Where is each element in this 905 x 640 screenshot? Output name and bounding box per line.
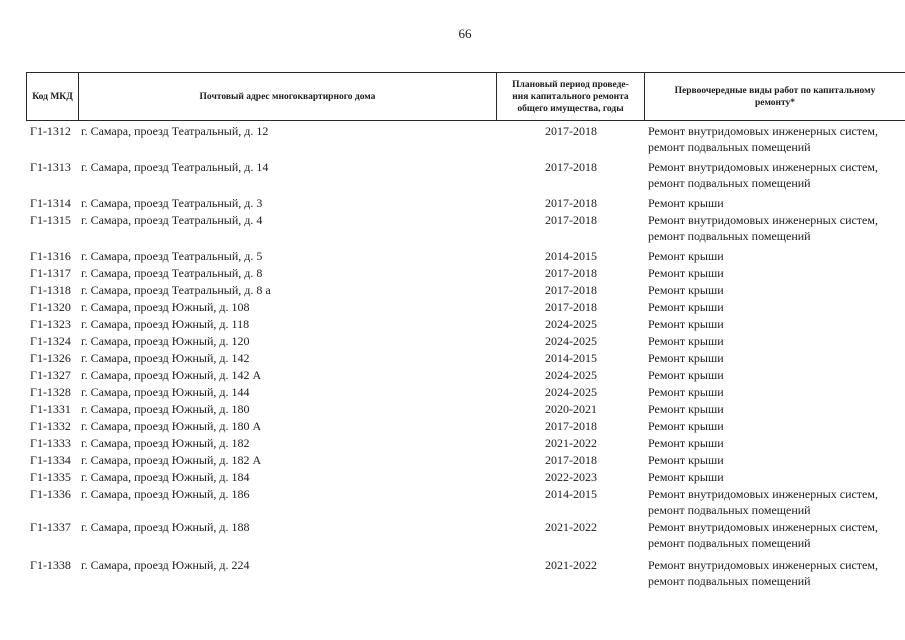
header-works-line: Первоочередные виды работ по капитальному bbox=[674, 85, 876, 96]
row-period: 2017-2018 bbox=[545, 124, 597, 138]
row-works bbox=[648, 195, 905, 211]
row-works-line: Ремонт крыши bbox=[648, 385, 724, 399]
row-works-line: ремонт подвальных помещений bbox=[648, 536, 811, 550]
row-period: 2021-2022 bbox=[545, 558, 597, 572]
row-works-line: Ремонт крыши bbox=[648, 249, 724, 263]
row-code: Г1-1338 bbox=[30, 558, 71, 572]
row-period: 2017-2018 bbox=[545, 213, 597, 227]
row-period: 2014-2015 bbox=[545, 249, 597, 263]
row-works bbox=[648, 299, 905, 315]
row-address: г. Самара, проезд Южный, д. 224 bbox=[81, 558, 250, 572]
row-works-line: Ремонт крыши bbox=[648, 334, 724, 348]
row-works bbox=[648, 469, 905, 485]
row-code: Г1-1334 bbox=[30, 453, 71, 467]
row-works-line: ремонт подвальных помещений bbox=[648, 140, 811, 154]
row-code: Г1-1335 bbox=[30, 470, 71, 484]
header-works-line: ремонту* bbox=[754, 97, 796, 108]
row-address: г. Самара, проезд Театральный, д. 14 bbox=[81, 160, 269, 174]
row-works bbox=[648, 367, 905, 383]
row-period: 2021-2022 bbox=[545, 520, 597, 534]
row-works-line: Ремонт крыши bbox=[648, 266, 724, 280]
row-period: 2024-2025 bbox=[545, 368, 597, 382]
row-works bbox=[648, 350, 905, 366]
row-period: 2021-2022 bbox=[545, 436, 597, 450]
row-address: г. Самара, проезд Южный, д. 142 bbox=[81, 351, 250, 365]
row-address: г. Самара, проезд Южный, д. 184 bbox=[81, 470, 250, 484]
row-works bbox=[648, 557, 905, 589]
table-row bbox=[26, 557, 905, 590]
row-works-line: Ремонт крыши bbox=[648, 317, 724, 331]
row-code: Г1-1323 bbox=[30, 317, 71, 331]
row-works-line: Ремонт внутридомовых инженерных систем, bbox=[648, 124, 878, 138]
table-row bbox=[26, 469, 905, 486]
row-works bbox=[648, 282, 905, 298]
header-works bbox=[645, 73, 905, 120]
row-code: Г1-1324 bbox=[30, 334, 71, 348]
row-address: г. Самара, проезд Южный, д. 108 bbox=[81, 300, 250, 314]
header-code-label: Код МКД bbox=[32, 91, 73, 102]
row-code: Г1-1316 bbox=[30, 249, 71, 263]
row-period: 2017-2018 bbox=[545, 196, 597, 210]
row-works-line: ремонт подвальных помещений bbox=[648, 176, 811, 190]
row-works bbox=[648, 435, 905, 451]
row-code: Г1-1333 bbox=[30, 436, 71, 450]
row-code: Г1-1314 bbox=[30, 196, 71, 210]
row-code: Г1-1326 bbox=[30, 351, 71, 365]
row-period: 2014-2015 bbox=[545, 351, 597, 365]
row-works-line: Ремонт крыши bbox=[648, 351, 724, 365]
table-row bbox=[26, 265, 905, 282]
table-row bbox=[26, 418, 905, 435]
capital-repair-table bbox=[26, 72, 905, 590]
row-address: г. Самара, проезд Театральный, д. 12 bbox=[81, 124, 269, 138]
table-row bbox=[26, 159, 905, 195]
table-row bbox=[26, 519, 905, 557]
header-code bbox=[26, 73, 79, 120]
table-row bbox=[26, 282, 905, 299]
row-works-line: Ремонт внутридомовых инженерных систем, bbox=[648, 160, 878, 174]
header-address-label: Почтовый адрес многоквартирного дома bbox=[199, 91, 376, 102]
row-address: г. Самара, проезд Южный, д. 180 bbox=[81, 402, 250, 416]
row-period: 2014-2015 bbox=[545, 487, 597, 501]
row-code: Г1-1320 bbox=[30, 300, 71, 314]
row-works bbox=[648, 265, 905, 281]
row-works-line: ремонт подвальных помещений bbox=[648, 229, 811, 243]
row-period: 2017-2018 bbox=[545, 300, 597, 314]
row-works-line: Ремонт крыши bbox=[648, 196, 724, 210]
row-address: г. Самара, проезд Южный, д. 186 bbox=[81, 487, 250, 501]
table-row bbox=[26, 299, 905, 316]
row-works bbox=[648, 212, 905, 244]
row-works bbox=[648, 123, 905, 155]
row-address: г. Самара, проезд Театральный, д. 5 bbox=[81, 249, 263, 263]
row-works-line: Ремонт крыши bbox=[648, 419, 724, 433]
row-works-line: ремонт подвальных помещений bbox=[648, 574, 811, 588]
table-row bbox=[26, 316, 905, 333]
row-address: г. Самара, проезд Южный, д. 120 bbox=[81, 334, 250, 348]
row-works bbox=[648, 384, 905, 400]
table-row bbox=[26, 435, 905, 452]
row-works-line: Ремонт крыши bbox=[648, 402, 724, 416]
row-code: Г1-1336 bbox=[30, 487, 71, 501]
row-works-line: Ремонт крыши bbox=[648, 436, 724, 450]
table-row bbox=[26, 333, 905, 350]
row-code: Г1-1312 bbox=[30, 124, 71, 138]
row-address: г. Самара, проезд Южный, д. 182 bbox=[81, 436, 250, 450]
row-period: 2024-2025 bbox=[545, 334, 597, 348]
row-works bbox=[648, 159, 905, 191]
table-row bbox=[26, 248, 905, 265]
row-address: г. Самара, проезд Южный, д. 188 bbox=[81, 520, 250, 534]
row-works-line: Ремонт внутридомовых инженерных систем, bbox=[648, 520, 878, 534]
table-row bbox=[26, 212, 905, 248]
row-code: Г1-1313 bbox=[30, 160, 71, 174]
row-code: Г1-1328 bbox=[30, 385, 71, 399]
row-works-line: Ремонт крыши bbox=[648, 368, 724, 382]
row-code: Г1-1327 bbox=[30, 368, 71, 382]
table-row bbox=[26, 367, 905, 384]
row-works-line: Ремонт внутридомовых инженерных систем, bbox=[648, 558, 878, 572]
row-address: г. Самара, проезд Южный, д. 142 А bbox=[81, 368, 262, 382]
row-works-line: Ремонт внутридомовых инженерных систем, bbox=[648, 487, 878, 501]
row-code: Г1-1332 bbox=[30, 419, 71, 433]
table-row bbox=[26, 384, 905, 401]
row-works bbox=[648, 452, 905, 468]
row-works bbox=[648, 333, 905, 349]
row-period: 2017-2018 bbox=[545, 283, 597, 297]
row-period: 2017-2018 bbox=[545, 453, 597, 467]
row-works bbox=[648, 519, 905, 551]
page-number: 66 bbox=[458, 26, 472, 41]
row-code: Г1-1331 bbox=[30, 402, 71, 416]
row-works-line: ремонт подвальных помещений bbox=[648, 503, 811, 517]
table-body bbox=[26, 123, 905, 590]
row-period: 2017-2018 bbox=[545, 419, 597, 433]
table-row bbox=[26, 123, 905, 159]
row-address: г. Самара, проезд Театральный, д. 8 а bbox=[81, 283, 271, 297]
table-row bbox=[26, 401, 905, 418]
row-works-line: Ремонт крыши bbox=[648, 470, 724, 484]
row-address: г. Самара, проезд Южный, д. 118 bbox=[81, 317, 250, 331]
row-address: г. Самара, проезд Театральный, д. 3 bbox=[81, 196, 263, 210]
row-works bbox=[648, 418, 905, 434]
row-code: Г1-1315 bbox=[30, 213, 71, 227]
row-code: Г1-1337 bbox=[30, 520, 71, 534]
row-address: г. Самара, проезд Южный, д. 180 А bbox=[81, 419, 262, 433]
row-works bbox=[648, 316, 905, 332]
row-works bbox=[648, 401, 905, 417]
row-address: г. Самара, проезд Южный, д. 182 А bbox=[81, 453, 262, 467]
header-period-line: ния капитального ремонта bbox=[512, 91, 629, 102]
row-period: 2024-2025 bbox=[545, 317, 597, 331]
header-address bbox=[79, 73, 497, 120]
row-works bbox=[648, 486, 905, 518]
row-period: 2017-2018 bbox=[545, 160, 597, 174]
table-row bbox=[26, 486, 905, 519]
row-works bbox=[648, 248, 905, 264]
row-works-line: Ремонт крыши bbox=[648, 300, 724, 314]
table-row bbox=[26, 195, 905, 212]
row-works-line: Ремонт крыши bbox=[648, 453, 724, 467]
table-row bbox=[26, 350, 905, 367]
header-period-line: общего имущества, годы bbox=[517, 103, 624, 114]
row-period: 2024-2025 bbox=[545, 385, 597, 399]
row-address: г. Самара, проезд Театральный, д. 4 bbox=[81, 213, 263, 227]
table-header bbox=[26, 72, 905, 121]
row-works-line: Ремонт внутридомовых инженерных систем, bbox=[648, 213, 878, 227]
table-row bbox=[26, 452, 905, 469]
row-period: 2017-2018 bbox=[545, 266, 597, 280]
row-code: Г1-1317 bbox=[30, 266, 71, 280]
header-period-line: Плановый период проведе- bbox=[512, 79, 629, 90]
header-period bbox=[497, 73, 645, 120]
row-works-line: Ремонт крыши bbox=[648, 283, 724, 297]
row-period: 2020-2021 bbox=[545, 402, 597, 416]
row-address: г. Самара, проезд Южный, д. 144 bbox=[81, 385, 250, 399]
row-period: 2022-2023 bbox=[545, 470, 597, 484]
row-code: Г1-1318 bbox=[30, 283, 71, 297]
row-address: г. Самара, проезд Театральный, д. 8 bbox=[81, 266, 263, 280]
